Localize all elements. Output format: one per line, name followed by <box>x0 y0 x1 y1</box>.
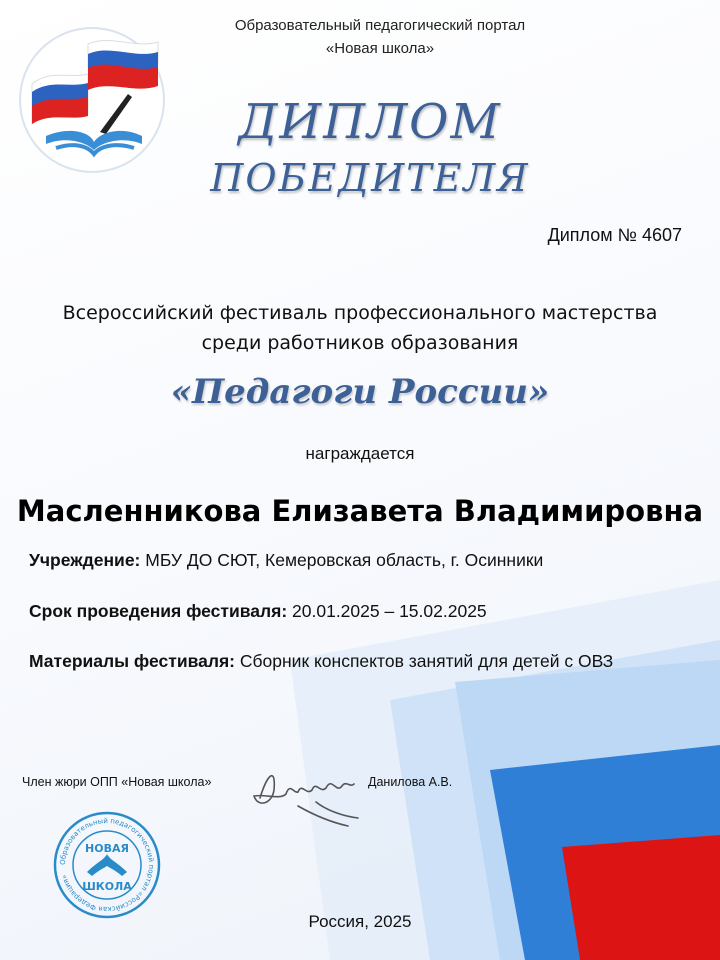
footer-country-year: Россия, 2025 <box>308 912 412 931</box>
institution-field <box>29 550 543 571</box>
recipient-name: Масленникова Елизавета Владимировна <box>16 494 704 528</box>
festival-line-1: Всероссийский фестиваль профессионального мастерства <box>62 302 658 324</box>
portal-line-1: Образовательный педагогический портал <box>234 17 526 34</box>
jury-signer: Данилова А.В. <box>368 775 453 789</box>
portal-name <box>150 14 610 60</box>
diploma-subtitle: ПОБЕДИТЕЛЯ <box>210 156 530 200</box>
materials-label: Материалы фестиваля: <box>29 651 235 671</box>
diploma-title: ДИПЛОМ <box>238 94 502 150</box>
period-label: Срок проведения фестиваля: <box>29 601 288 621</box>
awarded-label: награждается <box>305 444 415 463</box>
festival-description <box>30 298 690 358</box>
materials-field <box>29 651 613 672</box>
portal-seal <box>52 810 162 920</box>
period-field <box>29 601 487 622</box>
portal-line-2: «Новая школа» <box>325 40 435 57</box>
signature <box>246 758 366 832</box>
festival-name: «Педагоги России» <box>170 372 550 412</box>
seal-outer-text: Образовательный педагогический портал «Российская Федерация» <box>58 816 156 914</box>
jury-label: Член жюри ОПП «Новая школа» <box>22 775 212 789</box>
seal-inner-bottom: ШКОЛА <box>82 880 132 893</box>
institution-value: МБУ ДО СЮТ, Кемеровская область, г. Осинники <box>145 550 544 570</box>
institution-label: Учреждение: <box>29 550 141 570</box>
period-value: 20.01.2025 – 15.02.2025 <box>292 601 487 621</box>
festival-line-2: среди работников образования <box>201 332 519 354</box>
diploma-number: Диплом № 4607 <box>547 225 682 245</box>
materials-value: Сборник конспектов занятий для детей с ОВЗ <box>239 651 614 671</box>
seal-inner-top: НОВАЯ <box>85 842 129 855</box>
